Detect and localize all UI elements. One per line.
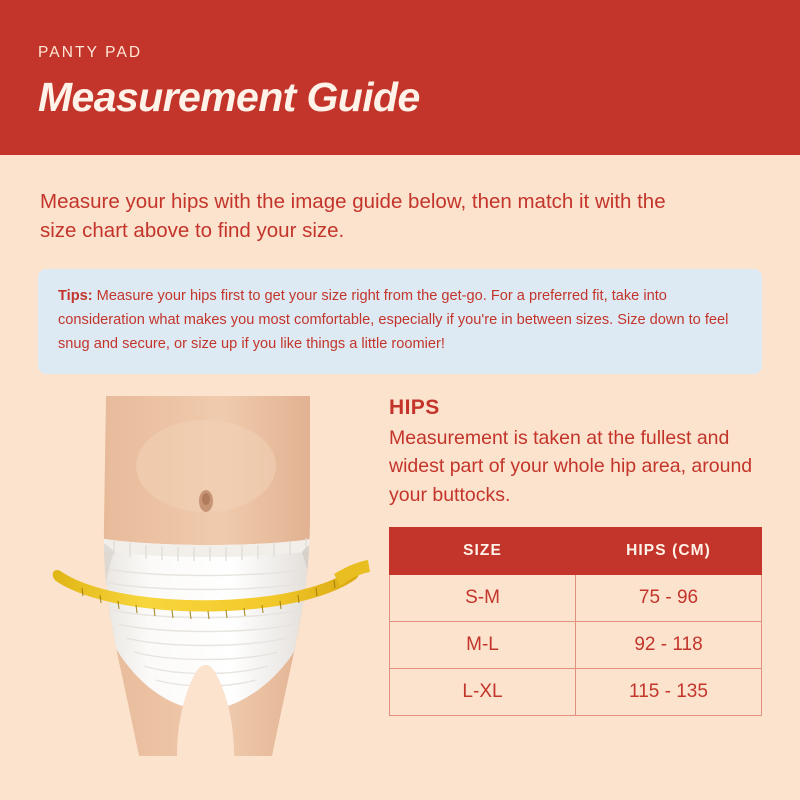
column-header-hips: HIPS (CM): [576, 527, 762, 574]
table-row: [390, 668, 762, 715]
cell-hips: 92 - 118: [576, 621, 762, 668]
lower-section: [0, 374, 800, 756]
page-header: [0, 0, 800, 155]
measurement-illustration: [38, 396, 373, 756]
cell-hips: 75 - 96: [576, 574, 762, 621]
cell-size: L-XL: [390, 668, 576, 715]
size-chart-table: [389, 527, 762, 716]
tips-box: [38, 269, 762, 374]
hips-info: [381, 396, 762, 756]
page-title: Measurement Guide: [38, 74, 420, 120]
column-header-size: SIZE: [390, 527, 576, 574]
header-eyebrow: PANTY PAD: [38, 44, 143, 61]
table-row: [390, 621, 762, 668]
hips-title: HIPS: [389, 396, 440, 420]
table-header-row: [390, 527, 762, 574]
cell-size: S-M: [390, 574, 576, 621]
intro-text: Measure your hips with the image guide below, then match it with the size chart above to find your size.: [40, 190, 666, 243]
cell-hips: 115 - 135: [576, 668, 762, 715]
tips-label: Tips:: [58, 288, 93, 305]
body-figure-icon: [38, 396, 373, 756]
cell-size: M-L: [390, 621, 576, 668]
hips-description: Measurement is taken at the fullest and widest part of your whole hip area, around your buttocks.: [389, 427, 753, 506]
table-row: [390, 574, 762, 621]
tips-text: Measure your hips first to get your size right from the get-go. For a preferred fit, take into consideration what makes you most comfortable, especially if you're in between sizes. Size down to feel snug and secure, or size up if you like things a little roomier!: [58, 288, 729, 352]
